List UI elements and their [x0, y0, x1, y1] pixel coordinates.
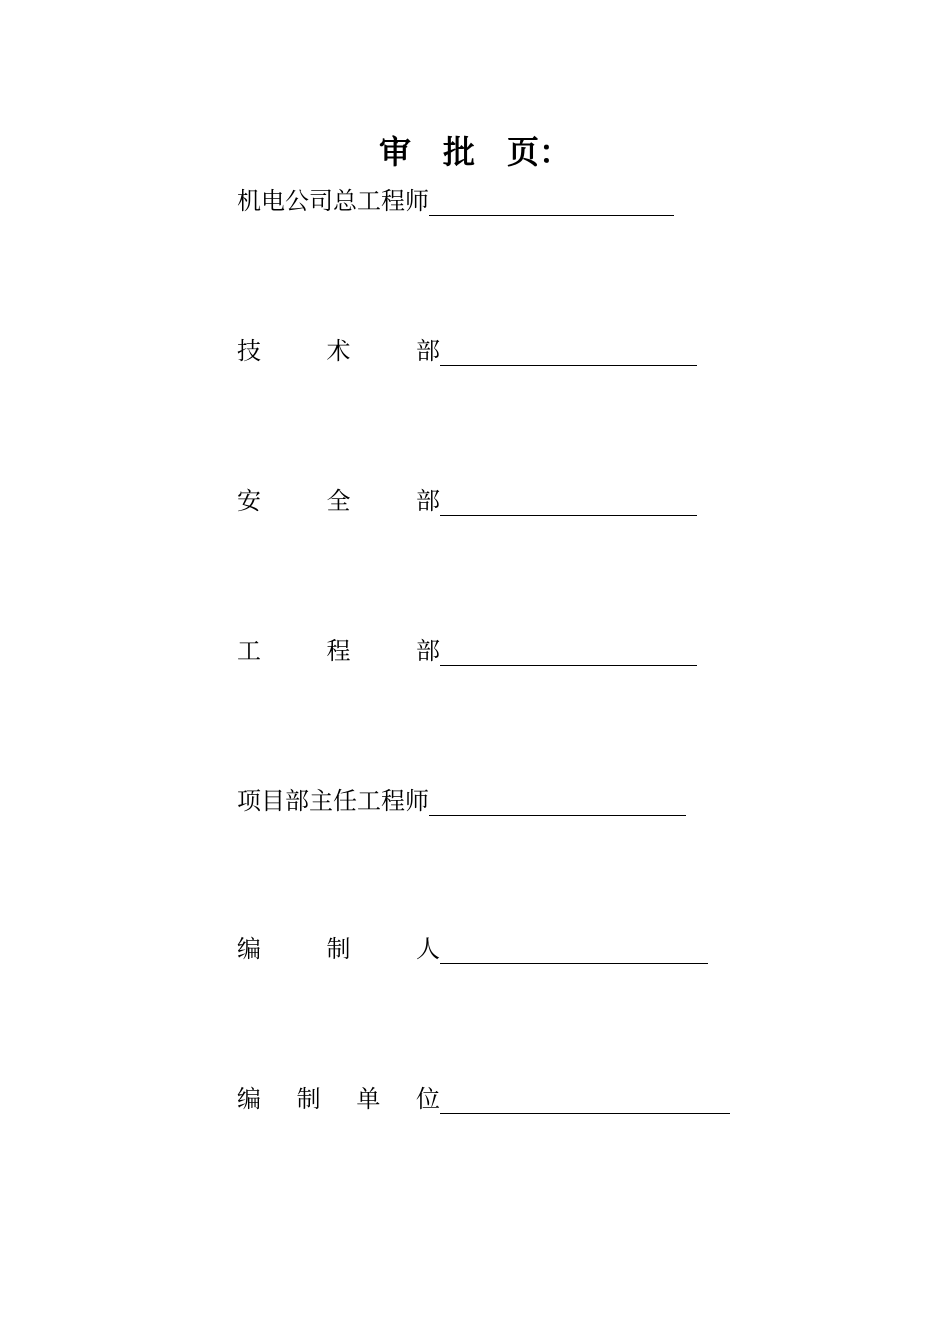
- label-char: 编: [237, 1085, 261, 1113]
- signature-line[interactable]: [440, 335, 697, 366]
- row-label: 项目部主任工程师: [237, 787, 429, 815]
- label-char: 全: [326, 487, 351, 515]
- signature-line[interactable]: [440, 635, 697, 666]
- row-label: 机电公司总工程师: [237, 187, 429, 215]
- label-char: 部: [416, 637, 440, 665]
- label-char: 技: [237, 337, 261, 365]
- signature-row-safety-dept: [237, 482, 697, 516]
- signature-line[interactable]: [440, 485, 697, 516]
- signature-row-engineering-dept: [237, 632, 697, 666]
- signature-line[interactable]: [429, 785, 686, 816]
- label-char: 工: [237, 637, 261, 665]
- row-label: [237, 934, 440, 964]
- label-char: 制: [326, 935, 351, 963]
- label-char: 人: [416, 935, 440, 963]
- label-char: 制: [296, 1085, 321, 1113]
- label-char: 部: [416, 487, 440, 515]
- row-label: [237, 636, 440, 666]
- row-label: [237, 1084, 440, 1114]
- signature-row-company-chief-engineer: [237, 182, 674, 216]
- row-label: [237, 336, 440, 366]
- label-char: 术: [326, 337, 351, 365]
- signature-row-technical-dept: [237, 332, 697, 366]
- label-char: 安: [237, 487, 261, 515]
- label-char: 部: [416, 337, 440, 365]
- row-label: [237, 486, 440, 516]
- signature-line[interactable]: [440, 933, 708, 964]
- signature-line[interactable]: [440, 1083, 730, 1114]
- label-char: 编: [237, 935, 261, 963]
- signature-row-preparing-unit: [237, 1080, 730, 1114]
- label-char: 位: [415, 1085, 440, 1113]
- signature-line[interactable]: [429, 185, 674, 216]
- signature-row-project-chief-engineer: [237, 782, 686, 816]
- page-title: 审 批 页：: [378, 133, 571, 171]
- signature-row-prepared-by: [237, 930, 708, 964]
- label-char: 单: [356, 1085, 381, 1113]
- label-char: 程: [326, 637, 351, 665]
